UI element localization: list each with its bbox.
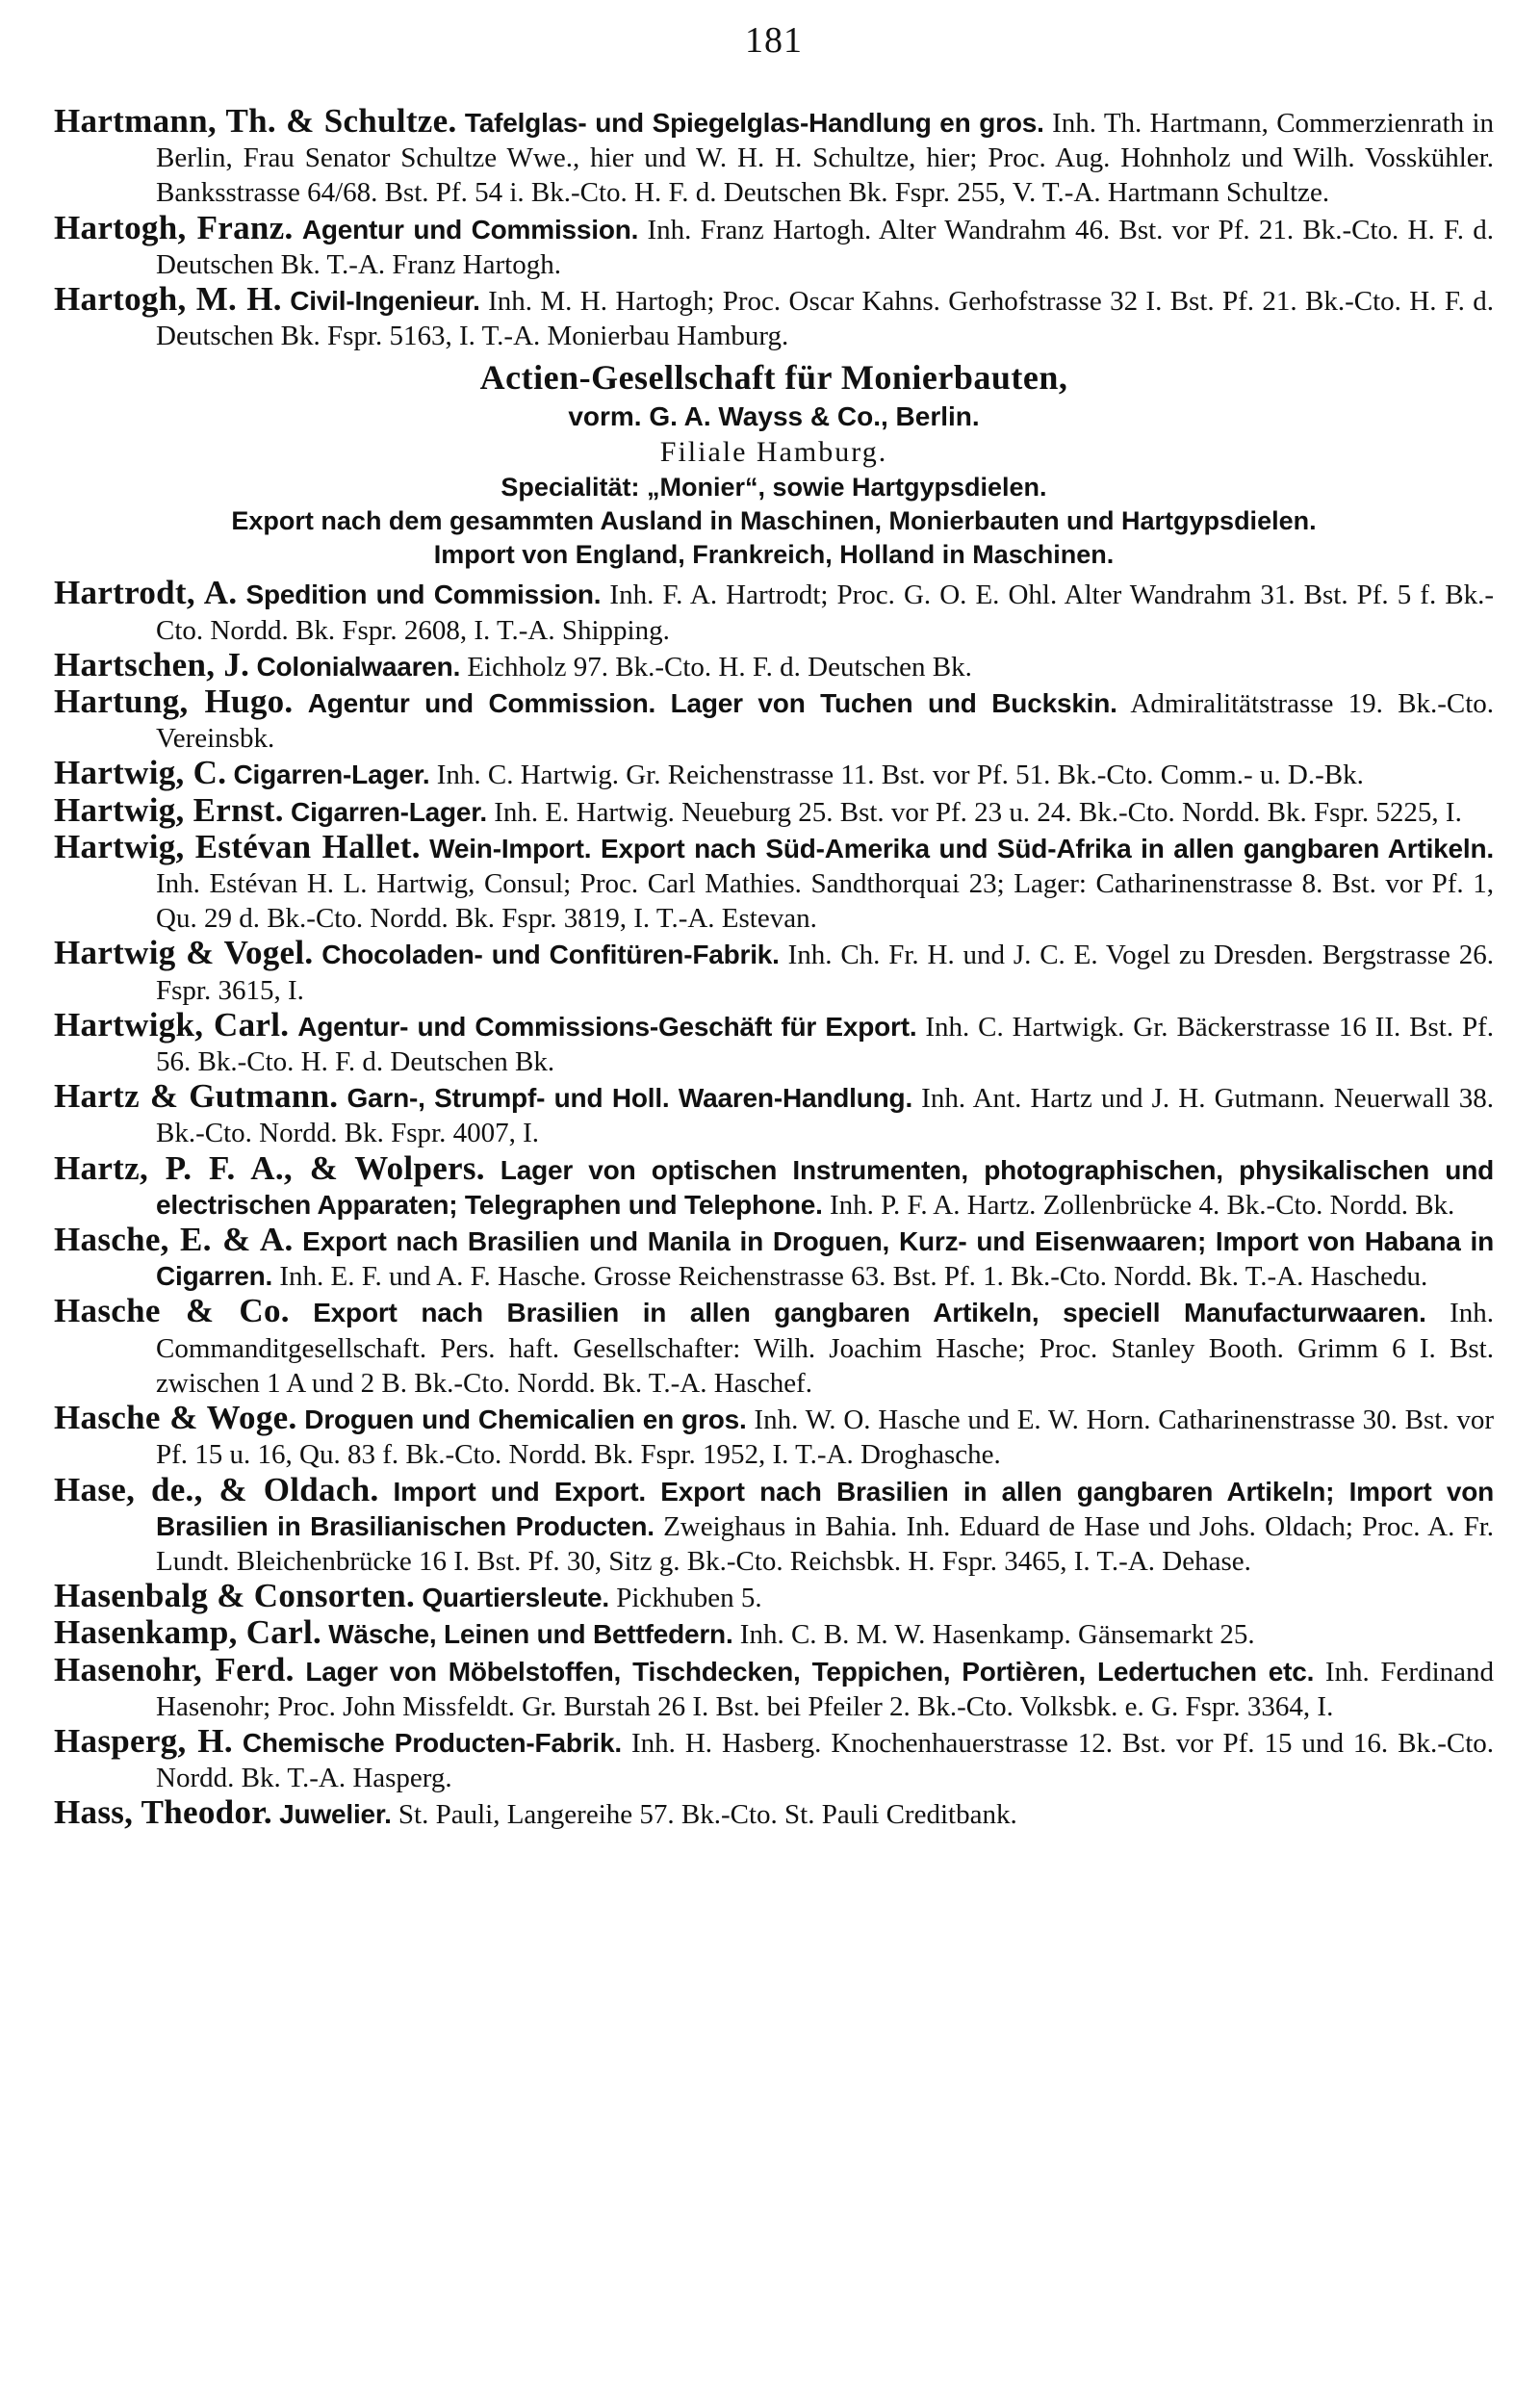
entry-trade: Chemische Producten-Fabrik. xyxy=(242,1727,622,1758)
entry-name: Hass, Theodor. xyxy=(54,1793,272,1832)
entry-trade: Export nach Brasilien und Manila in Droguen, Kurz- und Eisenwaaren; Import von Habana in Cigarren. xyxy=(156,1226,1494,1292)
directory-entry xyxy=(54,1401,1494,1472)
entry-trade: Quartiersleute. xyxy=(422,1583,609,1613)
entry-name: Hartwig, C. xyxy=(54,754,227,792)
entry-name: Hartrodt, A. xyxy=(54,574,238,612)
entry-details: Inh. Ferdinand Hasenohr; Proc. John Missfeldt. Gr. Burstah 26 I. Bst. bei Pfeiler 2. Bk.-Cto. Volksbk. e. G. Fspr. 3364, I. xyxy=(156,1656,1495,1722)
entry-name: Hartung, Hugo. xyxy=(54,683,294,721)
entry-details: Inh. P. F. A. Hartz. Zollenbrücke 4. Bk.-Cto. Nordd. Bk. xyxy=(829,1189,1455,1221)
company-advertisement-block xyxy=(54,355,1494,572)
directory-entry xyxy=(54,1079,1494,1150)
entry-trade: Wäsche, Leinen und Bettfedern. xyxy=(328,1619,733,1650)
ad-export-line: Export nach dem gesammten Ausland in Maschinen, Monierbauten und Hartgypsdielen. xyxy=(231,506,1317,536)
entry-details: Inh. H. Hasberg. Knochenhauerstrasse 12. Bst. vor Pf. 15 und 16. Bk.-Cto. Nordd. Bk. T.-A. Hasperg. xyxy=(156,1727,1495,1794)
ad-title: Actien-Gesellschaft für Monierbauten, xyxy=(479,358,1068,398)
directory-entry xyxy=(54,756,1494,792)
entry-name: Hartmann, Th. & Schultze. xyxy=(54,102,457,140)
directory-entry xyxy=(54,1795,1494,1832)
entry-trade: Garn-, Strumpf- und Holl. Waaren-Handlung. xyxy=(346,1083,913,1114)
entry-name: Hartschen, J. xyxy=(54,645,250,683)
entry-trade: Lager von Möbelstoffen, Tischdecken, Teppichen, Portièren, Ledertuchen etc. xyxy=(305,1656,1315,1687)
entry-name: Hartwig, Estévan Hallet. xyxy=(54,827,421,865)
entry-details: Inh. E. F. und A. F. Hasche. Grosse Reichenstrasse 63. Bst. Pf. 1. Bk.-Cto. Nordd. Bk. T.-A. Haschedu. xyxy=(279,1261,1428,1293)
entries-group-after xyxy=(54,576,1494,1832)
entry-details: Admiralitätstrasse 19. Bk.-Cto. Vereinsbk. xyxy=(156,688,1494,755)
directory-entry xyxy=(54,1294,1494,1401)
directory-entry xyxy=(54,1721,1495,1795)
ad-subtitle: vorm. G. A. Wayss & Co., Berlin. xyxy=(568,401,980,432)
entry-trade: Agentur und Commission. xyxy=(301,214,639,245)
entry-details: Inh. Estévan H. L. Hartwig, Consul; Proc. Carl Mathies. Sandthorquai 23; Lager: Catharinenstrasse 8. Bst. vor Pf. 1, Qu. 29 d. Bk.-Cto. Nordd. Bk. Fspr. 3819, I. T.-A. Estevan. xyxy=(156,868,1494,935)
entry-details: Eichholz 97. Bk.-Cto. H. F. d. Deutschen Bk. xyxy=(467,651,972,683)
directory-entry xyxy=(54,1223,1494,1294)
entry-name: Hartz, P. F. A., & Wolpers. xyxy=(54,1148,485,1187)
entry-name: Hartogh, Franz. xyxy=(54,208,294,246)
entry-name: Hasenohr, Ferd. xyxy=(54,1650,295,1688)
directory-entry xyxy=(54,936,1494,1007)
entry-name: Hase, de., & Oldach. xyxy=(54,1470,379,1508)
entry-trade: Civil-Ingenieur. xyxy=(290,286,480,317)
entry-name: Hasche, E. & A. xyxy=(54,1221,294,1259)
directory-entry xyxy=(54,1579,1494,1615)
ad-specialty-line: Specialität: „Monier“, sowie Hartgypsdielen. xyxy=(500,473,1047,502)
entry-name: Hasenbalg & Consorten. xyxy=(54,1577,416,1615)
entry-name: Hartogh, M. H. xyxy=(54,280,282,319)
directory-entry xyxy=(54,684,1494,756)
ad-import-line: Import von England, Frankreich, Holland in Maschinen. xyxy=(433,540,1115,570)
entry-details: Inh. F. A. Hartrodt; Proc. G. O. E. Ohl. Alter Wandrahm 31. Bst. Pf. 5 f. Bk.-Cto. Nordd. Bk. Fspr. 2608, I. T.-A. Shipping. xyxy=(156,580,1494,646)
entry-details: Inh. Ant. Hartz und J. H. Gutmann. Neuerwall 38. Bk.-Cto. Nordd. Bk. Fspr. 4007, I. xyxy=(156,1083,1495,1149)
entry-trade: Import und Export. Export nach Brasilien in allen gangbaren Artikeln; Import von Brasilien in Brasilianischen Producten. xyxy=(156,1476,1495,1541)
directory-entry xyxy=(54,104,1494,211)
entry-trade: Chocoladen- und Confitüren-Fabrik. xyxy=(321,940,780,970)
directory-entry xyxy=(54,208,1495,282)
entry-trade: Droguen und Chemicalien en gros. xyxy=(304,1404,747,1435)
directory-entry xyxy=(54,282,1494,353)
entry-name: Hasche & Woge. xyxy=(54,1399,297,1437)
entry-details: Inh. Commanditgesellschaft. Pers. haft. Gesellschafter: Wilh. Joachim Hasche; Proc. Stanley Booth. Grimm 6 I. Bst. zwischen 1 A und 2 B. Bk.-Cto. Nordd. Bk. T.-A. Haschef. xyxy=(156,1298,1494,1399)
entry-details: Inh. E. Hartwig. Neueburg 25. Bst. vor Pf. 23 u. 24. Bk.-Cto. Nordd. Bk. Fspr. 5225, I. xyxy=(494,796,1462,828)
directory-entries xyxy=(54,104,1494,1833)
directory-entry xyxy=(54,827,1494,937)
entry-details: Inh. Th. Hartmann, Commerzienrath in Berlin, Frau Senator Schultze Wwe., hier und W. H. H. Schultze, hier; Proc. Aug. Hohnholz und Wilh. Vosskühler. Banksstrasse 64/68. Bst. Pf. 54 i. Bk.-Cto. H. F. d. Deutschen Bk. Fspr. 255, V. T.-A. Hartmann Schultze. xyxy=(156,108,1495,209)
entry-trade: Lager von optischen Instrumenten, photographischen, physikalischen und electrischen Apparaten; Telegraphen und Telephone. xyxy=(156,1154,1495,1220)
entry-name: Hartwigk, Carl. xyxy=(54,1005,290,1043)
entry-trade: Cigarren-Lager. xyxy=(291,796,487,827)
directory-entry xyxy=(54,1470,1495,1580)
entry-name: Hartz & Gutmann. xyxy=(54,1077,339,1116)
entry-details: Inh. Ch. Fr. H. und J. C. E. Vogel zu Dresden. Bergstrasse 26. Fspr. 3615, I. xyxy=(156,940,1494,1006)
directory-entry xyxy=(54,1650,1495,1724)
entry-name: Hasenkamp, Carl. xyxy=(54,1613,322,1652)
entry-details: Inh. C. Hartwig. Gr. Reichenstrasse 11. Bst. vor Pf. 51. Bk.-Cto. Comm.- u. D.-Bk. xyxy=(436,760,1364,791)
entry-trade: Tafelglas- und Spiegelglas-Handlung en gros. xyxy=(464,108,1044,138)
entry-details: Zweighaus in Bahia. Inh. Eduard de Hase und Johs. Oldach; Proc. A. Fr. Lundt. Bleichenbrücke 16 I. Bst. Pf. 30, Sitz g. Bk.-Cto. Reichsbk. H. Fspr. 3465, I. T.-A. Dehase. xyxy=(156,1510,1495,1577)
directory-entry xyxy=(54,645,1494,684)
page-number: 181 xyxy=(745,20,803,61)
entry-details: Inh. W. O. Hasche und E. W. Horn. Catharinenstrasse 30. Bst. vor Pf. 15 u. 16, Qu. 83 f. Bk.-Cto. Nordd. Bk. Fspr. 1952, I. T.-A. Droghasche. xyxy=(156,1404,1495,1471)
entry-trade: Juwelier. xyxy=(279,1799,392,1830)
entry-details: Inh. Franz Hartogh. Alter Wandrahm 46. Bst. vor Pf. 21. Bk.-Cto. H. F. d. Deutschen Bk. T.-A. Franz Hartogh. xyxy=(156,214,1495,280)
directory-entry xyxy=(54,790,1494,830)
directory-entry xyxy=(54,1615,1494,1652)
entry-name: Hasperg, H. xyxy=(54,1721,233,1760)
entry-trade: Agentur und Commission. Lager von Tuchen und Buckskin. xyxy=(307,688,1117,719)
entry-name: Hartwig, Ernst. xyxy=(54,790,284,829)
entry-trade: Export nach Brasilien in allen gangbaren Artikeln, speciell Manufacturwaaren. xyxy=(313,1298,1426,1328)
entry-name: Hasche & Co. xyxy=(54,1292,290,1330)
ad-filiale: Filiale Hamburg. xyxy=(659,436,888,469)
entry-trade: Wein-Import. Export nach Süd-Amerika und Süd-Afrika in allen gangbaren Artikeln. xyxy=(429,833,1494,863)
entry-trade: Agentur- und Commissions-Geschäft für Export. xyxy=(297,1011,917,1042)
entry-name: Hartwig & Vogel. xyxy=(54,934,314,972)
entry-details: Pickhuben 5. xyxy=(616,1583,762,1614)
directory-entry xyxy=(54,1148,1495,1223)
directory-entry xyxy=(54,576,1494,647)
entry-details: Inh. C. Hartwigk. Gr. Bäckerstrasse 16 II. Bst. Pf. 56. Bk.-Cto. H. F. d. Deutschen Bk. xyxy=(156,1011,1495,1078)
directory-entry xyxy=(54,1005,1495,1079)
entry-trade: Cigarren-Lager. xyxy=(233,760,430,790)
entries-group-before xyxy=(54,104,1494,353)
entry-details: Inh. C. B. M. W. Hasenkamp. Gänsemarkt 25. xyxy=(739,1619,1255,1651)
entry-trade: Spedition und Commission. xyxy=(245,580,602,610)
entry-details: St. Pauli, Langereihe 57. Bk.-Cto. St. Pauli Creditbank. xyxy=(398,1799,1017,1831)
entry-trade: Colonialwaaren. xyxy=(256,651,461,682)
entry-details: Inh. M. H. Hartogh; Proc. Oscar Kahns. Gerhofstrasse 32 I. Bst. Pf. 21. Bk.-Cto. H. F. d. Deutschen Bk. Fspr. 5163, I. T.-A. Monierbau Hamburg. xyxy=(156,286,1495,352)
